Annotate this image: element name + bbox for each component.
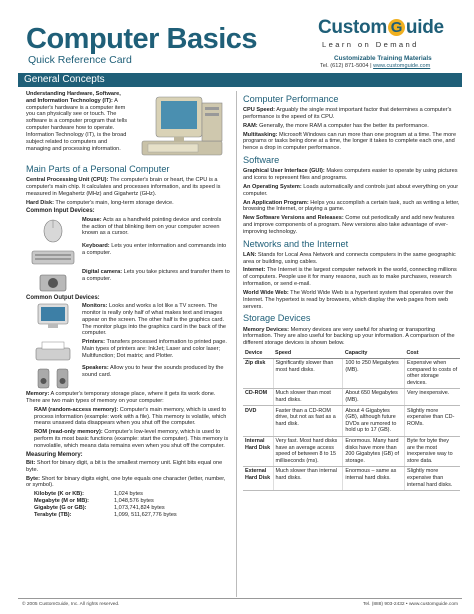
table-header-row: Device Speed Capacity Cost bbox=[243, 349, 460, 358]
networks-heading: Networks and the Internet bbox=[243, 238, 349, 249]
table-row: DVD Faster than a CD-ROM drive, but not as fast as a hard disk. About 4 Gigabytes (GB), although future DVDs are rumored to hold up to 17 (GB). Slightly more expensive than CD-ROMs. bbox=[243, 406, 460, 436]
keyboard-icon bbox=[30, 243, 76, 269]
speakers-icon bbox=[30, 365, 76, 391]
speakers-item: Speakers: Allow you to hear the sounds produced by the sound card. bbox=[26, 365, 230, 389]
section-band bbox=[18, 73, 462, 87]
table-row: Zip disk Significantly slower than most hard disks. 100 to 250 Megabytes (MB). Expensive when compared to costs of other storage devices. bbox=[243, 358, 460, 388]
input-devices-heading: Common Input Devices: bbox=[26, 208, 95, 215]
table-row: Internal Hard Disk Very fast. Most hard disks have an average access speed of between 8 to 15 milliseconds (ms). Enormous. Many hard disks have more than 200 Gigabytes (GB) of storage. Byte for byte they are the most inexpensive way to store data. bbox=[243, 436, 460, 466]
logo-tagline: Learn on Demand bbox=[322, 40, 419, 49]
left-column: Understanding Hardware, Software, and Information Technology (IT): A computer's hardware is a computer item you can physically see or touch. The software is a computer program that tells computer hardware how to operate. Information Technology (IT), is the broad subject related to computers and managing and processing information. Main Parts of a Personal Computer Central Processing Unit (CPU): The computer's brain or heart, the CPU is a computer's main chip. It calculates and processes information, and its speed is measured in Megahertz (MHz) and Gigahertz (GHz). Hard Disk: The computer's main, long-term storage device. Common Input Devices: Mouse: Acts as a handheld pointing device and controls the action of that blinking item on your computer screen known as a cursor. Keyboard: Lets you enter information and commands into a computer. Digital camera: Lets you take pictures and transfer them to a computer. Common Output Devices: Monitors: Looks and works a lot like a TV screen. The monitor is really only half of what makes text and images appear on the screen. The other half is the graphics card. The monitor plugs into the graphics card in the back of the computer. Printers: Transfers processed information to printed page. Main types of printers are: InkJet; Laser and color laser; Multifunction; Dot matrix; and Plotter. Speakers: Allow you to hear the sounds produced by the sound card. Memory: A computer's temporary storage place, where it gets its work done. There are two main types of memory on your computer: RAM (random-access memory): Computer's main memory, which is used to process information (example: work with a file). This memory is volatile, which means unsaved data disappears when you shut off the computer. ROM (read-only memory): Computer's low-level memory, which is used to perform its most basic functions (example: start the computer). This memory is nonvolatile, which means data remains even when you shut off the computer. Measuring Memory: Bit: Short for binary digit, a bit is the smallest memory unit. Eight bits equal one byte. Byte: Short for binary digits eight, one byte equals one character (letter, number, or symbol). Kilobyte (K or KB): 1,024 bytes Megabyte (M or MB): 1,048,576 bytes Gigabyte (G or GB): 1,073,741,824 bytes Terabyte (TB): 1,099, 511,627,776 bytes bbox=[26, 91, 230, 518]
performance-heading: Computer Performance bbox=[243, 94, 339, 104]
output-devices-heading: Common Output Devices: bbox=[26, 294, 100, 301]
software-heading: Software bbox=[243, 155, 280, 166]
right-column: Computer Performance CPU Speed: Arguably the single most important factor that determines a computer's performance is the speed of its CPU. RAM: Generally, the more RAM a computer has the better its performance. Multitasking: Microsoft Windows can run more than one program at a time. The more programs or tasks being done at a time, the longer it takes to complete each one, and hence a drop in computer performance. Software Graphical User Interface (GUI): Makes computers easier to operate by using pictures and icons to represent files and programs. An Operating System: Loads automatically and controls just about everything on your computer. An Application Program: Helps you accomplish a certain task, such as writing a letter, browsing the Internet, or playing a game. New Software Versions and Releases: Come out periodically and add new features and improve components of a program. New versions also take advantage of ever-improving technology. Networks and the Internet LAN: Stands for Local Area Network and connects computers in the same geographic area or building, using cables. Internet: The Internet is the largest computer network in the world, connecting millions of computers. People use it for many reasons, such as to make purchases, research information, or send e-mail. World Wide Web: The World Wide Web is a hypertext system that operates over the Internet. The hypertext is read by browsers, which display the web pages from web servers. Storage Devices Memory Devices: Memory devices are very useful for sharing or transporting information. They are also useful for backing up your information. A comparison of the different storage devices is shown below. Device Speed Capacity Cost Zip disk Significantly slower than most hard disks. 100 to 250 Megabytes (MB). Expensive when compared to costs of other storage devices. CD-ROM Much slower than most hard disks. About 650 Megabytes (MB). Very inexpensive. DVD Faster than a CD-ROM drive, but not as fast as a hard disk. About 4 Gigabytes (GB), although future DVDs are rumored to hold up to 17 (GB). Slightly more expensive than CD-ROMs. Internal Hard Disk Very fast. Most hard disks have an average access speed of between 8 to 15 milliseconds (ms). Enormous. Many hard disks have more than 200 Gigabytes (GB) of storage. Byte for byte they are the most inexpensive way to store data. External Hard Disk Much slower than internal hard disks. Enormous – same as internal hard disks. Slightly more expensive than internal hard disks. bbox=[243, 91, 460, 491]
page-title: Computer Basics bbox=[26, 23, 258, 55]
customguide-logo[interactable]: Custom G uide bbox=[318, 17, 444, 38]
column-divider bbox=[236, 91, 237, 597]
table-row: CD-ROM Much slower than most hard disks. About 650 Megabytes (MB). Very inexpensive. bbox=[243, 388, 460, 405]
footer bbox=[18, 598, 462, 610]
footer-contact: Tel. (888) 903-2432 • www.customguide.com bbox=[363, 602, 458, 607]
mouse-icon bbox=[30, 217, 76, 243]
printer-icon bbox=[30, 339, 76, 365]
page-subtitle: Quick Reference Card bbox=[28, 54, 132, 66]
monitor-icon bbox=[30, 303, 76, 329]
intro-block bbox=[26, 91, 230, 161]
main-parts-heading: Main Parts of a Personal Computer bbox=[26, 164, 170, 174]
intro-text: A computer's hardware is a computer item you can physically see or touch. The software is a computer program that tells computer hardware how to operate. Information Technology (IT), is the broad subject related to computers and managing and processing information. bbox=[26, 97, 128, 152]
mouse-item: Mouse: Acts as a handheld pointing device and controls the action of that blinking item on your computer screen known as a cursor. bbox=[26, 217, 230, 241]
copyright: © 2005 CustomGuide, Inc. All rights reserved. bbox=[22, 602, 120, 607]
intro-heading: Understanding Hardware, Software, and Information Technology (IT): bbox=[26, 91, 121, 104]
printer-item: Printers: Transfers processed information to printed page. Main types of printers are: InkJet; Laser and color laser; Multifunction; Dot matrix; and Plotter. bbox=[26, 339, 230, 363]
camera-item: Digital camera: Lets you take pictures and transfer them to a computer. bbox=[26, 269, 230, 293]
monitor-item: Monitors: Looks and works a lot like a TV screen. The monitor is really only half of what makes text and images appear on the screen. The other half is the graphics card. The monitor plugs into the graphics card in the back of the computer. bbox=[26, 303, 230, 337]
memory-units-list: Kilobyte (K or KB): 1,024 bytes Megabyte (M or MB): 1,048,576 bytes Gigabyte (G or GB): 1,073,741,824 bytes Terabyte (TB): 1,099, 511,627,776 bytes bbox=[34, 491, 177, 518]
contact-line: Tel. (612) 871-5004 | www.customguide.com bbox=[320, 63, 431, 69]
measuring-memory-heading: Measuring Memory: bbox=[26, 451, 83, 458]
camera-icon bbox=[30, 269, 76, 295]
logo-g-badge: G bbox=[388, 19, 405, 36]
storage-heading: Storage Devices bbox=[243, 313, 311, 324]
desktop-computer-image bbox=[138, 91, 226, 159]
training-materials-label: Customizable Training Materials bbox=[334, 55, 432, 62]
section-title: General Concepts bbox=[24, 74, 105, 85]
website-link[interactable]: www.customguide.com bbox=[373, 63, 431, 69]
header bbox=[0, 0, 474, 70]
table-row: External Hard Disk Much slower than internal hard disks. Enormous – same as internal hard disks. Slightly more expensive than internal hard disks. bbox=[243, 466, 460, 490]
keyboard-item: Keyboard: Lets you enter information and commands into a computer. bbox=[26, 243, 230, 267]
storage-comparison-table bbox=[243, 349, 460, 491]
